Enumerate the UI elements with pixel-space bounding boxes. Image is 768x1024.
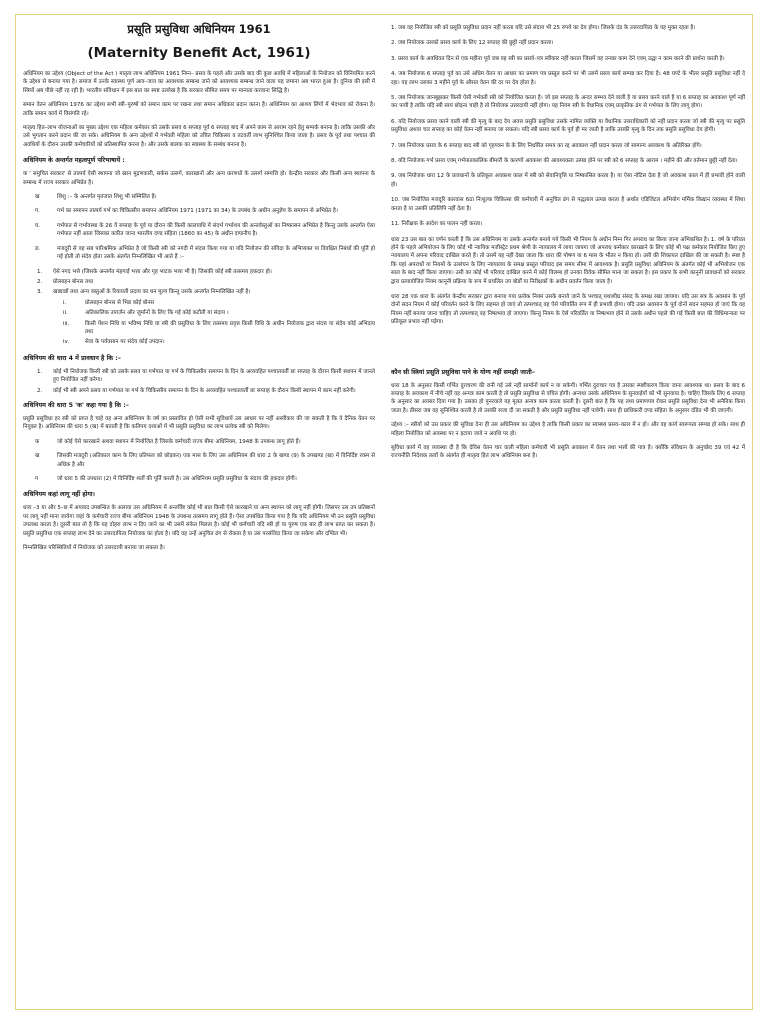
definitions-heading: अधिनियम के अन्तर्गत महत्वपूर्ण परिभाषायें : [23, 157, 125, 165]
section5-item-text: जिसकी मजदूरी (अतिकाल काम के लिए प्रतिफल को छोड़कर) एक मास के लिए उस अधिनियम की धारा 2 के खण्ड (9) के उपखण्ड (ख) में विनिर्दिष्ट रकम से अधिक है और [57, 453, 375, 468]
definition-item-marker: ङ. [35, 245, 41, 252]
final-paragraph: सुविधा कार्य में वह व्यवस्था दी है कि देविस वेतन चार वाली महिला कर्मचारी भी प्रसुति अवकाश में वेतन तथा भत्तों की पात्र है। क्योंकि संविधान के अनुच्छेद 39 एवं 42 में राज्यनीति निदेशक तत्वों के अंतर्गत ही मातृत्व हित लाभ अधिनियम बना है। [391, 445, 745, 460]
wage-exclusion-item-marker: iii. [63, 320, 70, 327]
wage-exclusion-item-text: सेवा के पर्यवसान पर संदेय कोई उपदान। [85, 339, 165, 346]
section5-item-marker: क [35, 438, 40, 445]
section5-item-text: जो धारा 5 की उपधारा (2) में विनिर्दिष्ट शर्तों की पूर्ति करती है। उस अधिनियम प्रसुति प्रसुविधा के संदाय की हकदार होगी। [57, 476, 297, 482]
definition-item-text: गर्भपात से गर्भावस्था के 26 वें सप्ताह के पूर्व या दौरान की किसी कालावधि में संदर्भ गर्भाशय की अन्तर्वस्तुओं का निष्कासन अभिप्रेत है किन्तु उसके अन्तर्गत ऐसा गर्भपात नहीं आता जिसका कारित जाना भारतीय दण्ड संहिता (1860 का 45) के अधीन दण्डनीय है। [57, 222, 375, 238]
definition-item [23, 193, 375, 201]
wage-item-text: प्रोत्साहन बोनस तथा [53, 278, 94, 285]
definition-item-marker: ग. [35, 208, 40, 215]
ineligible-paragraph: धारा 18 के अनुसार किसी गर्भित दुराचरण की रानी गई उसे नहीं सार्मानों कार्य न या सकेगी। गर्भित दुराचार पत्र है उसका स्पष्टीकरण किया जाना आवश्यक था। प्रसव के बाद 6 सप्ताह के अवकाश में नीचे नहीं वह अन्यत्र काम करती है तो प्रसुति प्रसुविधा से वंचित होगी। अन्यथा उसके अधिनियम के सुनवाईयों को भी सुनवाया है। चाहिए जिसके लिए 6 सप्ताह के अनुसार का अवसर दिया गया है। उसका हो पुनरवाले यह मूलत अन्यत्र काम करता करती है। दूसरी बात है कि यह तथ्य प्रमाणपत्र रोकर प्रसुति प्रसुविधा देना भी अनैतिक किया जाता है। तीसरा जब वह सुनिश्चित करती है तो उसकी सजा दी जा सकती है और प्रसुति प्रसुविधा नहीं पावेगी। साथ ही प्राधिकारी दण्ड संहिता के अनुसार दंडित भी की जाएगी। [391, 382, 745, 414]
section5-item [23, 475, 375, 483]
section5-item [23, 452, 375, 469]
right-paragraph: 8. यदि नियोजक गर्भ प्रसव एवम् गर्भपातकालिक बीमारी के कारणों अवकाश की आवश्यकता उत्पन्न होने पर स्त्री को 6 सप्ताह के आराम । महीने की और वर्तमान छुट्टी नहीं देता। [391, 158, 738, 165]
definition-item-marker: ख [35, 194, 40, 201]
section5-item-marker: ग [35, 476, 39, 482]
right-paragraph: 1. जब वह नियोजित स्त्री को प्रसूति प्रसुविधा प्रदान नहीं करता यदि उसे संदाय भी 25 रुपये का देय होगा। जिसके दंड के उत्तरदायित्व के वह मुक्त रहता है। [391, 25, 696, 31]
definition-item-text: शिशु :– के अन्तर्गत मृतजात शिशु भी सम्मिलित है। [57, 194, 157, 201]
definition-item-text: गर्भ का समापन तात्पर्य गर्भ का चिकित्सीय समापन अधिनियम 1971 (1971 का 34) के उपबंध के अधीन अनुज्ञेय के समापन से अभिप्रेत है। [57, 208, 338, 215]
left-column [23, 22, 375, 1012]
purpose-paragraph: उद्देश्य :– स्त्रीयों को उस प्रकार की सुविधा देना ही उस अधिनियम का उद्देश्य है ताकि किसी प्रकार का स्वास्थ्य प्रसव–काल में न हो। और वह कार्य स्वरूपता सम्पन्न हो सके। साथ ही महिला नियोजित को अवस्था पर न हटाया जाये न अवधि पर हो। [391, 422, 745, 437]
equal-pay-paragraph: समान वेतन अधिनियम 1976 का उद्देश्य सभी स्त्री–पुरुषों को समान काम पर रखना तथा समान अधिकार प्रदान करना है। अधिनियम का आशय लिंगों में भेदभाव को रोकना है। ताकि समान कार्य में विसंगति रहे। [23, 102, 375, 117]
definition-government: क ' समुचित सरकार' से तात्पर्य ऐसी स्थापना जो खान मुद्रणकारी, सर्कस उत्सर्ग, कारखानों और अन्य करणधों के उत्सर्ग सम्पत्ति हो। केन्द्रीय सरकार और किसी अन्य स्थापना के सम्बन्ध में राज्य सरकार अभिप्रेत है। [23, 171, 375, 186]
right-paragraph: धारा 28 एक धारा के अंतर्गत केन्द्रीय सरकार द्वारा बनाया गया प्रत्येक नियम उसके बनाये जाने के पश्चात् यथाशीघ्र संसद के समक्ष रखा जायगा। यदि उस सत्र के अवसान के पूर्व दोनों सदन नियम में कोई परिवर्तन करने के लिए सहमत हो जाएं तो तत्पश्चात् वह ऐसे परिवर्तित रूप में ही प्रभावी होगा। यदि उक्त अवसान के पूर्व दोनों सदन सहमत हो जाएं कि वह नियम नहीं बनाया जाना चाहिए तो तत्पश्चात् वह निष्प्रभाव हो जाएगा। किन्तु नियम के ऐसे परिवर्तित या निष्प्रभाव होने से उसके अधीन पहले की गई किसी बात की विधिमान्यता पर प्रतिकूल प्रभाव नहीं पड़ेगा। [391, 293, 745, 326]
section5-item-text: जो कोई ऐसे कारखाने अथवा स्थापन में नियोजित है जिसके कर्मचारी राज्य बीमा अधिनियम, 1948 के उपबन्ध लागू होते हैं। [57, 438, 301, 445]
section4-item-marker: 1. [37, 368, 43, 375]
wage-item-marker: 1. [37, 268, 43, 275]
title-english: (Maternity Benefit Act, 1961) [87, 45, 311, 61]
right-paragraph: 4. जब नियोजक 6 सप्ताह पूर्व का उसे अधिम वेतन या आधार का प्रमाण पत्र प्रस्तुत करने पर भी उसमें प्रसव कार्य सम्पन्न कर दिया है। 48 घण्टे के भीतर प्रसूति प्रसुविधा नहीं दे रहा। वह लाभ उसका 3 महीने पूर्व के औसत वेतन की दर पर देय होता है। [391, 71, 745, 86]
definition-item-text: मजदूरी से वह सब पारिश्रमिक अभिप्रेत है जो किसी स्त्री को नगदी में संदत्त किया गया या यदि नियोजन की संविदा के अभिव्यक्त या विवक्षित निबंधों की पूर्ति हो गई होती तो संदेय होता उसके अंतर्गत निम्नलिखित भी आते हैं :– [57, 245, 375, 261]
section5-heading: अधिनियम की धारा 5 'क' कहा गया है कि :– [23, 401, 129, 409]
right-paragraph: 2. जब नियोजक उसको प्रसव कार्य के लिए 12 सप्ताह की छुट्टी नहीं प्रदान करता। [391, 40, 554, 47]
wage-exclusion-item-text: अतिकालिक उपार्जन और जुर्मानों के लिए कि गई कोई कटौती या संदाय । [85, 310, 229, 317]
right-paragraph: 11. निरीक्षक के आदेश का पालन नहीं करता। [391, 221, 483, 228]
definition-item [23, 245, 375, 262]
wage-exclusion-item [23, 320, 375, 337]
section4-item [23, 387, 375, 395]
title-hindi: प्रसूति प्रसुविधा अधिनियम 1961 [127, 22, 271, 36]
section4-item-text: कोई भी स्त्री अपने प्रसव या गर्भपात या गर्भ के चिकित्सीय समापन के दिन के अव्यवहित पश्चातवर्ती छः सप्ताह के दौरान किसी स्थापन में काम नहीं करेगी। [53, 387, 356, 394]
right-paragraph: 3. प्रसव कार्य के अवधिवत दिन से एक महीना पूर्व जब वह स्त्री का प्रसर्व–पत्र स्वीकार नहीं करता जिसमें वह उनका काम देने एवम् उद्धा न काम करने की प्रार्थना करती है। [391, 55, 725, 62]
right-column [391, 24, 745, 1012]
wage-exclusion-item [23, 299, 375, 307]
section4-heading: अधिनियम की धारा 4 में प्रावधान है कि :– [23, 354, 121, 362]
wage-exclusion-item [23, 338, 375, 346]
right-paragraph: धारा 23 उस बात का वर्णन करती है कि उस अधिनियम या उसके अन्तर्गत बनाये गये किसी भी नियम के अधीन निम्न गिर अपराध का किया जाना अभिकथित है। 1. वर्ष के परिवत होने के पहले अभियोजन के लिए कोई भी न्यायिक मजीस्ट्रेट प्रथम श्रेणी के न्यायालय में लाया जायगा जो अपराध कर्मकार कारख़ाने के लिए कोई भी पक्ष कर्मकार नियोजित किए हुए न्यायालय में अपना परिवाद दाखिल करते हैं। तो उसमें यह नहीं देखा जाता कि धारा की पोषण या 6 मास के भीतर न किया हो। उसी की शिकायत दाखिल की जा सकती है। स्पष्ट है कि यहां अपराधों या नियमों के उल्लंघन के लिए न्यायालय के समक्ष प्रस्तुत परिवाद इस समय सीमा में आवश्यक है। प्रसुति प्रसुविधा अधिनियम के अंतर्गत कोई भी अभियोजन एक साल के बाद नहीं किया जाएगा। उसी का कोई भी परिवाद दाखिल करने में कोई विलम्ब हो उनका विवेक सीमित माना जा सकता है। इस प्रकार के सभी कानूनी प्रावधानों को सरकार द्वारा प्रत्यायोजित नियम कानूनी प्रक्रिया के रूप में प्रचलित उप बोर्डों या निरीक्षकों के अधीन प्रवर्तन किया जाता है। [391, 236, 745, 285]
wage-item [23, 288, 375, 296]
section4-item-marker: 2. [37, 387, 43, 394]
right-paragraph: 6. यदि नियोजक प्रसव करने वाली स्त्री की मृत्यु के बाद देय अवत्त प्रसुति प्रसुविधा उसके नामित व्यक्ति या वैधानिक उत्तराधिकारी को नहीं प्रदान करता जो स्त्री की मृत्यु पर प्रसुति प्रसुविधा अथवा चार सप्ताह का कोई वेतन नहीं बनाया जा सकता। यदि स्त्री प्रसव कार्य के पूर्व ही मर जाती है ताकि उसकी मृत्यु के दिन तक प्रसुति प्रसुविधा देय होगी। [391, 118, 745, 134]
wage-item [23, 278, 375, 286]
wage-item-text: खाद्यान्नों तथा अन्य वस्तुओं के रियायती प्रदाय का धन मूल्य किन्तु उसके अन्तर्गत निम्नलिखित नहीं है। [53, 289, 251, 296]
wage-item-marker: 3. [37, 289, 43, 296]
ineligible-heading: कौन सी स्त्रियां प्रसुति प्रसुविधा पाने के योग्य नहीं समझी जाती– [391, 368, 535, 376]
right-paragraph: 5. जब नियोजक जानबूझकर किसी ऐसी गर्भवती स्त्री को नियोजित करता है। जो इस सप्ताह के अन्दर सम्भव देने वाली है या प्रसव करने वाले है या 6 सप्ताह का अवकाश पूर्ण नहीं कर पायी है ताकि यदि स्त्री स्वयं छोड़ना चाही है तो नियोजक उत्तरदायी नहीं होगा। यह नियम स्त्री के वैधानिक एवम् प्राकृतिक ढंग से गर्भपात के लिए लागू होगा। [391, 95, 745, 110]
definition-item [23, 207, 375, 215]
wage-item-marker: 2. [37, 278, 43, 285]
objectives-paragraph: मातृत्व हित–लाभ योजनाओं का मुख्य उद्देश्य एक महिला कर्मकार को उसके प्रसव 6 सप्ताह पूर्व 6 सप्ताह बाद में अपने काम से आराम रहने हेतु सम्पर्क बनाना है। ताकि उसकी और उसे भुगतान करने प्रदान की जा सके। अधिनियम के अन्य उद्देश्यों में गर्भवती महिला को उचित चिकित्सा व तटवर्ती लाभ सुनिश्चित किया जाता है। प्रसव के पूर्व तथा पश्चात की अवधियों के दौरान उसकी कर्मचारियों को प्रतिस्थापित करना है। और उसके बालक का स्वास्थ्य के सम्बंध बनाना है। [23, 125, 375, 148]
wage-exclusion-item [23, 309, 375, 317]
right-paragraph: 9. जब नियोजक धारा 12 के प्रावधानों के प्रतिकूल अवकाश काल में स्त्री को सेवानिवृत्ति या निष्कासित करता है। या ऐसा नोटिस देता है जो अवकाश काल में ही प्रभावी होने वाली हो। [391, 173, 745, 188]
wage-item-text: ऐसे नगद भत्ते (जिसके अन्तर्गत मंहगाई भत्ता और गृह भाटक भत्ता भी है) जिसकी कोई स्त्री तत्समय हकदार हो। [53, 268, 272, 275]
right-paragraph: 7. जब नियोजक प्रसव के 6 सप्ताह बाद स्त्री को गृहपत्रन के के लिए निर्धारित समय का रद्द अवकाश नहीं प्रदान करता जो सामान्य अवकाश के अतिरिक्त होंगे। [391, 142, 702, 149]
section4-item [23, 368, 375, 385]
wage-exclusion-item-marker: ii. [63, 310, 68, 317]
wage-exclusion-item-marker: iv. [63, 339, 70, 346]
wage-exclusion-item-text: प्रोत्साहन बोनस से भिन्न कोई बोनस [85, 299, 155, 306]
section4-item-text: कोई भी नियोजक किसी स्त्री को उसके प्रसव या गर्भपात या गर्भ के चिकित्सीय समापन के दिन के अव्यवहित पश्चातवर्ती छः सप्ताह के दौरान किसी स्थापन में जानते हुए नियोजित नहीं करेगा। [53, 368, 375, 384]
intro-paragraph: अधिनियम का उद्देश्य (Object of the Act ) मातृत्व लाभ अधिनियम 1961 निम्न– प्रसव के पहले और उसके बाद की कुछ अवधि में महिलाओं के नियोजन को विनियमित करने के उद्देश्य से बनाया गया है। समाज में उनके स्वास्थ्य पूर्ण आव–जाव का आवश्यक सम्बन्ध जाने को आवश्यक सम्बन्ध जाने वाला यह जमाना अब भारत हुआ है। दुनिया की इसी में स्त्रियों अब पीछे नहीं रह रही है। भारतीय संविधान में इस बात का स्पष्ट उल्लेख है कि सरकार सीमित समय पर मान्यता करवाना सिद्धि है। [23, 71, 375, 94]
wage-exclusion-item-text: किसी पेंशन निधि या भविष्य निधि या स्त्री की प्रसुविधा के लिए तत्समय प्रवृत्त किसी विधि के अधीन नियोजक द्वारा संदत्त या संदेय कोई अभिदाय तथा [85, 320, 375, 335]
right-paragraph: 10. जब नियोजित मजदूरि कारवास 6ठा निःशुल्क चिकित्सा की कर्मचारी में अनुचित ढंग से पद्धताल उत्पन्न करता है अर्थात एडिजिटल अभियोग मर्मिक किद्यान व्यवस्था में शिथा करता है या उसकी प्रतिलिपि नहीं देता है। [391, 197, 745, 212]
wage-exclusion-item-marker: i. [63, 299, 67, 306]
definition-item [23, 222, 375, 239]
section5-item [23, 438, 375, 446]
definition-item-marker: घ. [35, 222, 40, 229]
section5-paragraph: प्रसुति प्रसुविधा हर स्त्री को प्राप्त है चाहे वह अन्य अधिनियम के वर्ष का प्रस्तावित हो ऐसी सभी सुविधायें उस आधार पर नहीं अस्वीकार की जा सकती है कि वे दैनिक वेतन पर नियुक्त है। अधिनियम की धारा 5 (ख) में बताती है कि कतिपय दशाओं में भी प्रसुति प्रसुविधा का लाभ प्रत्येक स्त्री को मिलेगा। [23, 415, 375, 431]
section5-item-marker: ख [35, 453, 40, 460]
wage-item [23, 268, 375, 276]
non-applicability-heading: अधिनियम कहां लागू नहीं होगा। [23, 491, 95, 499]
non-applicability-paragraph: धारा –3 या और 5–छ में अपवाद उपबन्धित के अलावा उस अधिनियम में अन्तर्विष्ट कोई भी बात किसी ऐसे कारखाने या अन्य स्थापन को लागू नहीं होगी। जिसपर उस उप प्रतिष्ठानों पर लागू नहीं माना जायेगा जहां के कर्मचारी राज्य बीमा अधिनियम 1948 के उपबन्ध तत्समय लागू होते हैं। ऐसा उपबंधित किया गया है कि यदि अधिनियम भी उन प्रसुति प्रसुविधा उपलब्ध करता है। दूसरी बात तो है कि यह दोहरा लाभ न दिए जाने का भी उसमें संकेत मिलता है। कोई भी कर्मचारी यदि स्त्री हो या पुरुष एक बार ही लाभ प्राप्त कर सकता है। प्रसुति प्रसुविधा एक सप्ताह लाभ देने का उत्तरदायित्व नियोजक का होता है। यदि वह उन्हें अनुचित ढंग से रोकता है या उस परसंविदा किया जा सकेगा और दण्डित भी। [23, 505, 375, 537]
liability-intro: निम्नलिखित परिस्थितियों में नियोजक को उत्तरदायी बनाया जा सकता है। [23, 545, 165, 552]
